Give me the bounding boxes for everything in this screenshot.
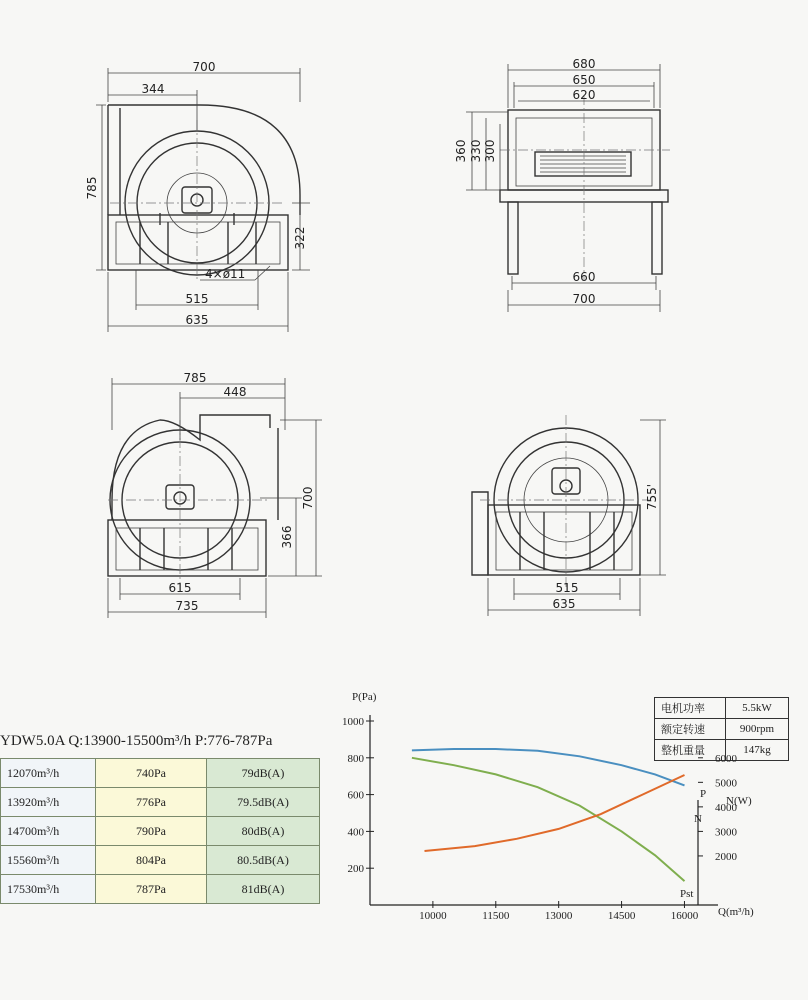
x-axis-label: Q(m³/h) [718,906,754,918]
dim-735: 735 [175,599,199,613]
dim-620: 620 [572,88,596,102]
dim-650: 650 [572,73,596,87]
y2-tick-label: 4000 [715,801,737,814]
spec-label: 电机功率 [655,698,726,719]
dim-holes: 4×ø11 [205,267,246,281]
noise-cell: 81dB(A) [207,875,320,904]
series-line-n [425,775,685,851]
dim-330: 330 [469,139,483,163]
pressure-cell: 804Pa [96,846,207,875]
dim-360: 360 [454,139,468,163]
spec-value: 5.5kW [726,698,789,719]
pressure-cell: 740Pa [96,759,207,788]
series-label-p: P [700,788,707,800]
spec-value: 147kg [726,740,789,761]
spec-label: 额定转速 [655,719,726,740]
spec-row [655,740,789,761]
series-line-p [412,749,685,785]
table-row [1,817,320,846]
series-label-pst: Pst [680,888,694,900]
y2-tick-label: 5000 [715,777,737,790]
model-title: YDW5.0A Q:13900-15500m³/h P:776-787Pa [0,733,273,749]
y-tick-label: 800 [347,752,364,765]
series-label-n: N [694,813,702,825]
x-tick-label: 10000 [419,910,447,922]
spec-row [655,719,789,740]
series-line-pst [412,758,685,881]
noise-cell: 79.5dB(A) [207,788,320,817]
performance-table [0,758,320,904]
x-tick-label: 14500 [607,910,636,922]
rear-view-dimensions [108,371,322,618]
dim-755: 755' [645,483,659,511]
dim-615: 615 [168,581,192,595]
rear-view-drawing [108,415,278,590]
dim-366: 366 [280,525,294,549]
flow-cell: 14700m³/h [1,817,96,846]
dim-785: 785 [85,176,99,200]
pressure-cell: 776Pa [96,788,207,817]
pressure-cell: 787Pa [96,875,207,904]
y-tick-label: 1000 [342,716,364,728]
dim-300: 300 [483,139,497,163]
noise-cell: 80.5dB(A) [207,846,320,875]
outlet-view-drawing [472,415,650,590]
y2-tick-label: 2000 [715,850,737,863]
flow-cell: 17530m³/h [1,875,96,904]
pressure-cell: 790Pa [96,817,207,846]
y-tick-label: 400 [347,826,364,839]
x-tick-label: 13000 [544,910,573,922]
flow-cell: 15560m³/h [1,846,96,875]
flow-cell: 13920m³/h [1,788,96,817]
y-tick-label: 200 [347,863,364,876]
noise-cell: 80dB(A) [207,817,320,846]
dim-344: 344 [141,82,165,96]
spec-row [655,698,789,719]
dim-448: 448 [223,385,247,399]
dim-515: 515 [185,292,209,306]
x-tick-label: 11500 [482,910,510,922]
table-row [1,788,320,817]
y2-axis-label: N(W) [726,795,752,807]
side-view-drawing [500,95,670,280]
y2-tick-label: 6000 [715,752,737,765]
dim-side-700: 700 [572,292,596,306]
dim-700b: 700 [301,486,315,510]
dim-700: 700 [192,60,216,74]
flow-cell: 12070m³/h [1,759,96,788]
front-view-drawing [108,105,300,280]
dim-660: 660 [572,270,596,284]
dim-785b: 785 [183,371,207,385]
spec-label: 整机重量 [655,740,726,761]
side-view-dimensions [454,57,660,312]
table-row [1,759,320,788]
dim-322: 322 [293,226,307,250]
table-row [1,846,320,875]
spec-table [654,697,789,761]
spec-value: 900rpm [726,719,789,740]
dim-515b: 515 [555,581,579,595]
dim-680: 680 [572,57,596,71]
dim-635b: 635 [552,597,576,611]
noise-cell: 79dB(A) [207,759,320,788]
front-view-dimensions [85,60,310,332]
y-axis-label: P(Pa) [352,691,377,703]
dim-635: 635 [185,313,209,327]
x-tick-label: 16000 [670,910,699,922]
y2-tick-label: 3000 [715,826,737,839]
y-tick-label: 600 [347,789,364,802]
table-row [1,875,320,904]
